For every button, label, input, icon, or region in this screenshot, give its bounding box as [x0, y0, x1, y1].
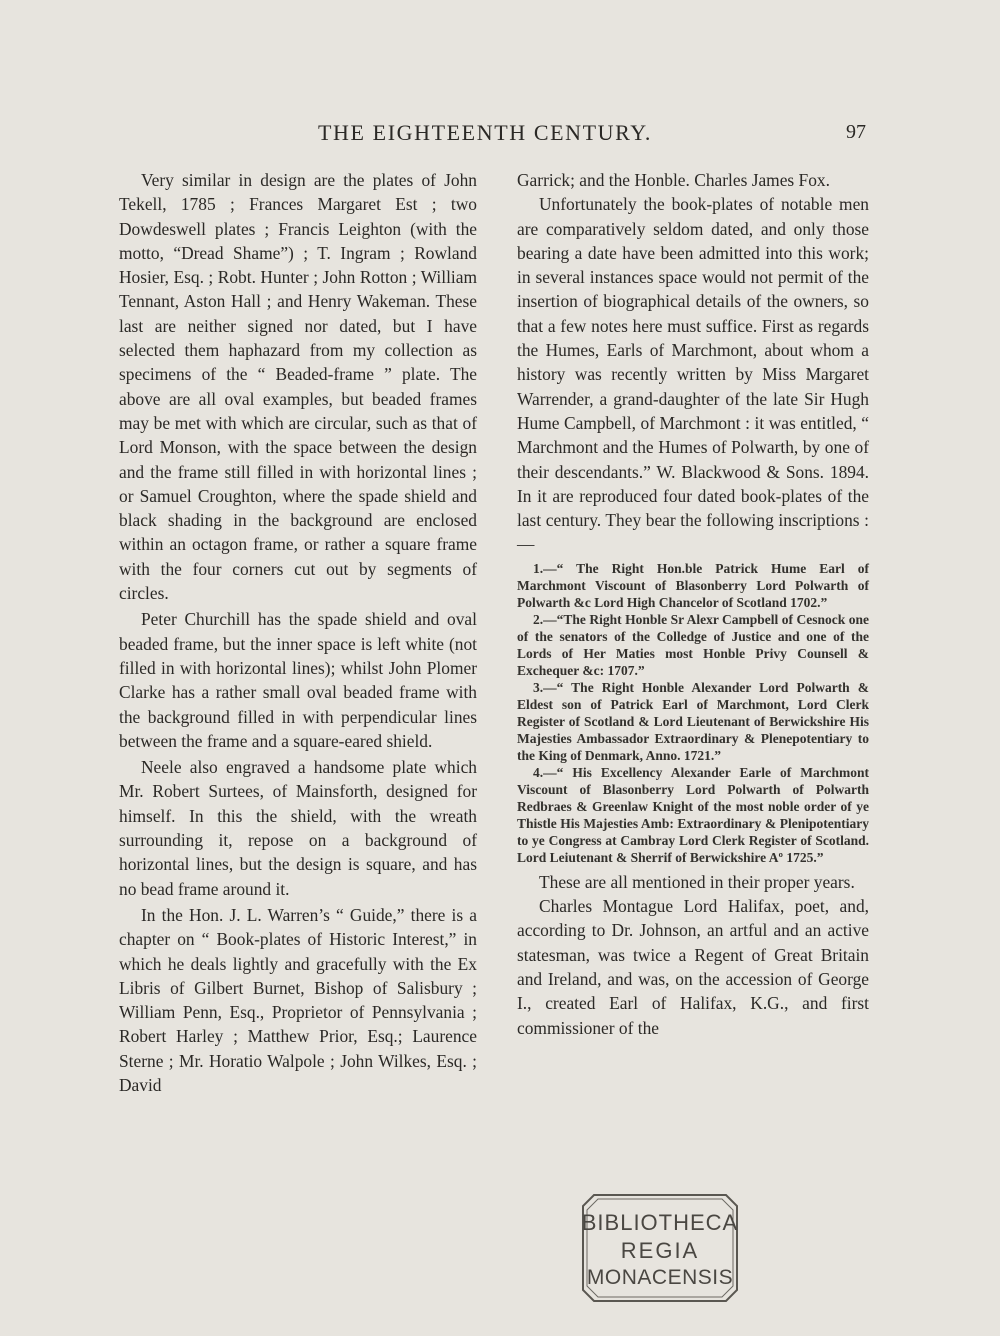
paragraph: These are all mentioned in their proper years.	[539, 871, 855, 892]
inscription-list	[517, 560, 869, 866]
library-stamp	[580, 1192, 740, 1304]
inscription-item: 3.—“ The Right Honble Alexander Lord Polwarth & Eldest son of Patrick Earl of Marchmont, Lord Clerk Register of Scotland & Lord Lieutenant of Berwickshire His Majesties Ambassador Extraordinary & Plenepotentiary to the King of Denmark, Anno. 1721.”	[517, 679, 869, 763]
paragraph: Very similar in design are the plates of John Tekell, 1785 ; Frances Margaret Est ; two Dowdeswell plates ; Francis Leighton (with the motto, “Dread Shame”) ; T. Ingram ; Rowland Hosier, Esq. ; Robt. Hunter ; John Rotton ; William Tennant, Aston Hall ; and Henry Wakeman. These last are neither signed nor dated, but I have selected them haphazard from my collection as specimens of the “ Beaded-frame ” plate. The above are all oval examples, but beaded frames may be met with which are circular, such as that of Lord Monson, with the space between the design and the frame still filled in with horizontal lines ; or Samuel Croughton, where the spade shield and black shading in the background are enclosed within an octagon frame, or rather a square frame with the four corners cut out by segments of circles.	[119, 170, 477, 604]
stamp-text-line: REGIA	[620, 1238, 700, 1263]
paragraph: In the Hon. J. L. Warren’s “ Guide,” there is a chapter on “ Book-plates of Historic Interest,” in which he deals lightly and gracefully with the Ex Libris of Gilbert Burnet, Bishop of Salisbury ; William Penn, Esq., Proprietor of Pennsylvania ; Robert Harley ; Matthew Prior, Esq.; Laurence Sterne ; Mr. Horatio Walpole ; John Wilkes, Esq. ; David	[119, 904, 477, 1095]
running-head	[0, 120, 1000, 150]
paragraph: Neele also engraved a handsome plate which Mr. Robert Surtees, of Mainsforth, designed for himself. In this the shield, with the wreath surrounding it, repose on a background of horizontal lines, but the design is square, and has no bead frame around it.	[119, 757, 477, 899]
stamp-text-line: MONACENSIS	[586, 1266, 734, 1289]
page-number: 97	[846, 121, 866, 143]
left-column	[119, 168, 477, 1097]
paragraph: Peter Churchill has the spade shield and oval beaded frame, but the inner space is left white (not filled in with horizontal lines); whilst John Plomer Clarke has a rather small oval beaded frame with the background filled in with perpendicular lines between the frame and a square-eared shield.	[119, 609, 477, 751]
paragraph: Charles Montague Lord Halifax, poet, and, according to Dr. Johnson, an artful and an active statesman, was twice a Regent of Great Britain and Ireland, and was, on the accession of George I., created Earl of Halifax, K.G., and first commissioner of the	[517, 896, 869, 1038]
paragraph-continuation: Garrick; and the Honble. Charles James Fox.	[517, 170, 830, 190]
right-column	[517, 168, 869, 1040]
stamp-text-line: BIBLIOTHECA	[581, 1210, 739, 1235]
inscription-item: 4.—“ His Excellency Alexander Earle of Marchmont Viscount of Blasonberry Lord Polwarth of Polwarth Redbraes & Greenlaw Knight of the most noble order of ye Thistle His Majesties Amb: Extraordinary & Plenipotentiary to ye Congress at Cambray Lord Clerk Register of Scotland. Lord Leiutenant & Sherrif of Berwickshire Aº 1725.”	[517, 764, 869, 865]
paragraph: Unfortunately the book-plates of notable men are comparatively seldom dated, and only those bearing a date have been admitted into this work; in several instances space would not permit of the insertion of biographical details of the owners, so that a few notes here must suffice. First as regards the Humes, Earls of Marchmont, about whom a history was recently written by Miss Margaret Warrender, a grand-daughter of the late Sir Hugh Hume Campbell, of Marchmont : it was entitled, “ Marchmont and the Humes of Polwarth, by one of their descendants.” W. Blackwood & Sons. 1894. In it are reproduced four dated book-plates of the last century. They bear the following inscriptions :—	[517, 194, 869, 555]
running-title: THE EIGHTEENTH CENTURY.	[318, 120, 652, 145]
inscription-item: 1.—“ The Right Hon.ble Patrick Hume Earl of Marchmont Viscount of Blasonberry Lord Polwarth of Polwarth &c Lord High Chancelor of Scotland 1702.”	[517, 560, 869, 610]
inscription-item: 2.—“The Right Honble Sr Alexr Campbell of Cesnock one of the senators of the Colledge of Justice and one of the Lords of Her Maties most Honble Privy Counsell & Exchequer &c: 1707.”	[517, 611, 869, 678]
